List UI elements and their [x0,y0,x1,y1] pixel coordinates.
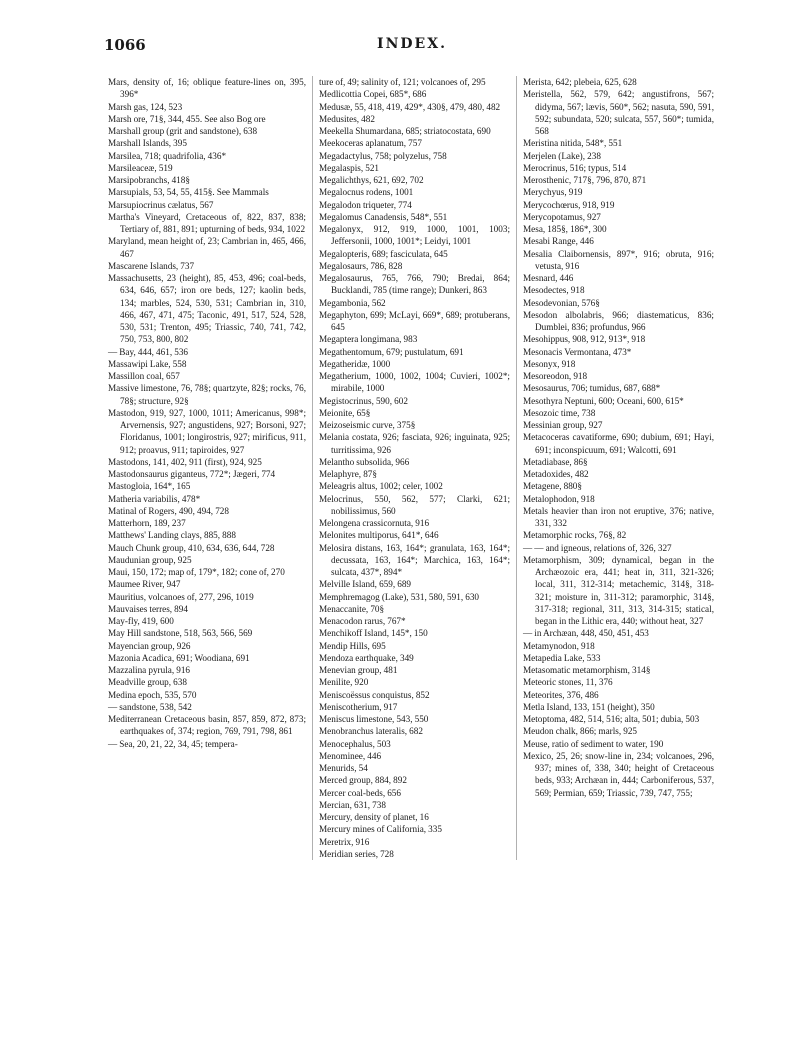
index-entry: Megalaspis, 521 [319,162,380,173]
index-entry: Merychyus, 919 [523,187,583,198]
index-entry: Mercer coal-beds, 656 [319,787,401,798]
index-entry: Megadactylus, 758; polyzelus, 758 [319,150,447,161]
index-entry: Megalocnus rodens, 1001 [319,187,414,198]
index-entry: Mesozoic time, 738 [523,407,596,418]
index-entry: Mendip Hills, 695 [319,640,386,651]
index-entry: Mercury, density of planet, 16 [319,812,429,822]
index-entry: Merced group, 884, 892 [319,775,407,786]
index-entry: Melaphyre, 87§ [319,469,377,479]
index-entry: Meridian series, 728 [319,848,394,859]
index-entry: Marsupiocrinus cælatus, 567 [108,199,214,210]
index-entry: Merjelen (Lake), 238 [523,150,601,161]
index-entry: Merycopotamus, 927 [523,211,601,222]
index-entry: — in Archæan, 448, 450, 451, 453 [523,628,649,639]
index-entry: Messinian group, 927 [523,420,603,430]
index-entry: Metamynodon, 918 [523,640,595,651]
index-entry: Mesalia Claibornensis, 897*, 916; obruta, 916; vetusta, 916 [523,248,714,271]
index-entry: Metacoceras cavatiforme, 690; dubium, 691; Hayi, 691; inconspicuum, 691; Walcotti, 691 [523,432,714,455]
index-entry: Metagene, 880§ [523,481,582,492]
index-entry: Megalosaurs, 786, 828 [319,260,403,271]
index-entry: Meleagris altus, 1002; celer, 1002 [319,481,443,492]
index-entry: Mesabi Range, 446 [523,236,594,247]
index-entry: Meadville group, 638 [108,677,187,688]
index-entry: Melantho subsolida, 966 [319,456,410,467]
page-header [104,36,720,58]
index-entry: Mars, density of, 16; oblique feature-lines on, 395, 396* [108,77,306,100]
index-entry: — sandstone, 538, 542 [108,701,192,712]
index-entry: Mesohippus, 908, 912, 913*, 918 [523,334,646,345]
index-entry: Maumee River, 947 [108,579,181,590]
index-entry: May-fly, 419, 600 [108,616,174,626]
index-entry: Marshall group (grit and sandstone), 638 [108,126,258,136]
index-entry: Meristella, 562, 579, 642; angustifrons, 567; didyma, 567; lævis, 560*, 562; nasuta, 590, 591, 592; subundata, 520; sulcata, 557, 560*; tumida, 568 [523,89,714,136]
index-entry: Megatheridæ, 1000 [319,358,391,369]
index-entry: Matthews' Landing clays, 885, 888 [108,530,236,541]
index-entry: Mastogloia, 164*, 165 [108,481,191,492]
index-entry: Mesonyx, 918 [523,358,576,369]
index-entry: Meizoseismic curve, 375§ [319,420,416,430]
index-entry: Mesosaurus, 706; tumidus, 687, 688* [523,383,661,394]
index-entry: Meniscoëssus conquistus, 852 [319,689,430,700]
index-entry: Mastodons, 141, 402, 911 (first), 924, 925 [108,456,262,467]
index-entry: Melosira distans, 163, 164*; granulata, 163, 164*; decussata, 163, 164*; Marchica, 163, 164*; sulcata, 437*, 894* [319,542,510,577]
index-entry: May Hill sandstone, 518, 563, 566, 569 [108,628,253,639]
index-entry: Metamorphism, 309; dynamical, began in the Archæozoic era, 441; heat in, 311, 321-326; local, 311, 312-314; metachemic, 314§, 318-321; moisture in, 311-312; paramorphic, 314§, 317-318; regional, 311, 313, 314-315; statical, began in the Lithic era, 440; without heat, 327 [523,554,714,626]
index-entry: Mazonia Acadica, 691; Woodiana, 691 [108,652,250,663]
index-entry: Megalodon triqueter, 774 [319,199,412,210]
index-entry: Mazzalina pyrula, 916 [108,665,191,675]
index-entry: Marsh ore, 71§, 344, 455. See also Bog ore [108,113,266,124]
index-entry: Megalonyx, 912, 919, 1000, 1001, 1003; Jeffersonii, 1000, 1001*; Leidyi, 1001 [319,224,510,247]
index-entry: Meudon chalk, 866; marls, 925 [523,726,638,737]
index-entry: Mastodonsaurus giganteus, 772*; Jægeri, 774 [108,469,276,479]
index-entry: Melania costata, 926; fasciata, 926; inguinata, 925; turritissima, 926 [319,432,510,455]
index-entry: Megalopteris, 689; fasciculata, 645 [319,248,448,259]
index-entry: Mascarene Islands, 737 [108,260,195,271]
index-entry: Meionite, 65§ [319,407,371,418]
page-number: 1066 [104,36,146,54]
index-entry: Matheria variabilis, 478* [108,493,201,504]
index-entry: Meristina nitida, 548*, 551 [523,138,623,149]
index-entry: Matterhorn, 189, 237 [108,518,186,528]
index-entry: Meuse, ratio of sediment to water, 190 [523,738,664,749]
index-entry: Melville Island, 659, 689 [319,579,412,590]
index-entry: Mayencian group, 926 [108,640,191,651]
index-entry: Maudunian group, 925 [108,554,192,565]
index-entry: Megambonia, 562 [319,297,386,308]
index-entry: Megalichthys, 621, 692, 702 [319,175,424,185]
index-entry: Megalosaurus, 765, 766, 790; Bredai, 864; Bucklandi, 785 (time range); Dunkeri, 863 [319,273,510,296]
index-entry: — — and igneous, relations of, 326, 327 [523,542,672,553]
index-entry: Menacodon rarus, 767* [319,616,406,626]
index-entry: Metalophodon, 918 [523,493,595,504]
index-entry: Matinal of Rogers, 490, 494, 728 [108,505,229,516]
index-entry: Metoptoma, 482, 514, 516; alta, 501; dubia, 503 [523,714,700,724]
index-entry: Mauritius, volcanoes of, 277, 296, 1019 [108,591,254,602]
index-entry: Mesonacis Vermontana, 473* [523,346,632,357]
index-entry: — Sea, 20, 21, 22, 34, 45; tempera- [108,738,238,749]
index-entry: Metadiabase, 86§ [523,456,588,467]
index-entry: Melonites multiporus, 641*, 646 [319,530,439,541]
index-entry: Meteorites, 376, 486 [523,689,599,700]
index-entry: Medina epoch, 535, 570 [108,689,197,700]
index-entry: Merosthenic, 717§, 796, 870, 871 [523,175,647,185]
index-entry: Metadoxides, 482 [523,469,589,479]
index-entry: Menominee, 446 [319,750,382,761]
index-entry: ture of, 49; salinity of, 121; volcanoes of, 295 [319,77,486,87]
index-entry: Metla Island, 133, 151 (height), 350 [523,701,655,712]
index-entry: Merista, 642; plebeia, 625, 628 [523,77,637,87]
index-entry: Menocephalus, 503 [319,738,391,749]
index-entry: Meretrix, 916 [319,836,370,847]
index-entry: Massillon coal, 657 [108,371,180,381]
index-entry: Mesodevonian, 576§ [523,297,600,308]
index-entry: Marshall Islands, 395 [108,138,187,149]
index-entry: Mercury mines of California, 335 [319,824,442,835]
index-entry: Marsupials, 53, 54, 55, 415§. See Mammals [108,187,269,198]
index-entry: Mendoza earthquake, 349 [319,652,414,663]
index-entry: Mexico, 25, 26; snow-line in, 234; volcanoes, 296, 937; mines of, 338, 340; height of Cretaceous beds, 933; Archæan in, 444; Carboniferous, 537, 569; Permian, 659; Triassic, 739, 747, 755; [523,750,714,798]
index-entry: Menchikoff Island, 145*, 150 [319,628,428,639]
index-entry: Melongena crassicornuta, 916 [319,518,430,528]
index-entry: Mauch Chunk group, 410, 634, 636, 644, 728 [108,542,275,553]
index-entry: Martha's Vineyard, Cretaceous of, 822, 837, 838; Tertiary of, 881, 891; upturning of beds, 934, 1022 [108,211,306,234]
index-entry: Menurids, 54 [319,763,368,773]
index-entry: Mesoreodon, 918 [523,371,588,381]
index-entry: Meekoceras aplanatum, 757 [319,138,422,149]
index-entry: Mesodon albolabris, 966; diastematicus, 836; Dumblei, 836; profundus, 966 [523,309,714,332]
index-entry: Maui, 150, 172; map of, 179*, 182; cone of, 270 [108,567,285,577]
index-entry: Meteoric stones, 11, 376 [523,677,613,688]
index-entry: Marsilea, 718; quadrifolia, 436* [108,150,227,161]
index-entry: Massawipi Lake, 558 [108,358,187,369]
index-entry: Mesnard, 446 [523,273,574,283]
index-entry: Medusites, 482 [319,113,375,124]
index-entry: Meekella Shumardana, 685; striatocostata, 690 [319,126,491,136]
index-entry: Merocrinus, 516; typus, 514 [523,162,627,173]
index-entry: Megistocrinus, 590, 602 [319,395,408,406]
index-entry: Metals heavier than iron not eruptive, 376; native, 331, 332 [523,505,714,528]
index-entry: Menobranchus lateralis, 682 [319,726,423,737]
index-entry: Maryland, mean height of, 23; Cambrian in, 465, 466, 467 [108,236,306,259]
index-entry: Mesothyra Neptuni, 600; Oceani, 600, 615* [523,395,684,406]
index-entry: Mesodectes, 918 [523,285,585,296]
index-entry: Medlicottia Copei, 685*, 686 [319,89,427,100]
index-entry: Metamorphic rocks, 76§, 82 [523,530,627,541]
index-entry: Meniscus limestone, 543, 550 [319,714,429,724]
index-entry: — Bay, 444, 461, 536 [108,346,189,357]
index-entry: Medusæ, 55, 418, 419, 429*, 430§, 479, 480, 482 [319,101,501,112]
index-entry: Marsileaceæ, 519 [108,162,173,173]
index-entry: Massive limestone, 76, 78§; quartzyte, 82§; rocks, 76, 78§; structure, 92§ [108,383,306,406]
index-entry: Memphremagog (Lake), 531, 580, 591, 630 [319,591,480,602]
index-column-3 [516,76,720,860]
index-entry: Megaphyton, 699; McLayi, 669*, 689; protuberans, 645 [319,309,510,332]
index-entry: Megaptera longimana, 983 [319,334,418,345]
index-entry: Menilite, 920 [319,677,369,688]
index-entry: Massachusetts, 23 (height), 85, 453, 496; coal-beds, 634, 646, 657; iron ore beds, 127; kaolin beds, 134; marbles, 524, 530, 531; Cambrian in, 310, 466, 467, 471, 475; Taconic, 491, 517, 524, 528, 530, 531; Trenton, 495; Triassic, 740, 741, 742, 750, 753, 800, 802 [108,273,306,345]
index-entry: Menaccanite, 70§ [319,603,385,614]
index-entry: Megatherium, 1000, 1002, 1004; Cuvieri, 1002*; mirabile, 1000 [319,371,510,394]
index-entry: Metapedia Lake, 533 [523,652,601,663]
index-entry: Megalomus Canadensis, 548*, 551 [319,211,448,222]
index-columns [108,76,722,860]
running-title: INDEX. [377,36,447,52]
index-entry: Melocrinus, 550, 562, 577; Clarki, 621; nobilissimus, 560 [319,493,510,516]
index-entry: Merycochœrus, 918, 919 [523,199,615,210]
index-entry: Mercian, 631, 738 [319,799,386,810]
index-entry: Mediterranean Cretaceous basin, 857, 859, 872, 873; earthquakes of, 374; region, 769, 791, 798, 861 [108,714,306,737]
index-entry: Metasomatic metamorphism, 314§ [523,665,651,675]
index-entry: Mesa, 185§, 186*, 300 [523,224,607,234]
index-entry: Megathentomum, 679; pustulatum, 691 [319,346,464,357]
index-column-1 [108,76,312,860]
index-entry: Menevian group, 481 [319,665,398,675]
index-entry: Marsipobranchs, 418§ [108,175,190,185]
index-entry: Mastodon, 919, 927, 1000, 1011; Americanus, 998*; Arvernensis, 927; angustidens, 927; Borsoni, 927; Floridanus, 1001; longirostris, 927; mirificus, 911, 912; proavus, 911; tapiroides, 927 [108,407,306,455]
index-entry: Meniscotherium, 917 [319,701,398,712]
index-entry: Marsh gas, 124, 523 [108,101,183,112]
index-column-2 [312,76,516,860]
index-entry: Mauvaises terres, 894 [108,603,188,614]
